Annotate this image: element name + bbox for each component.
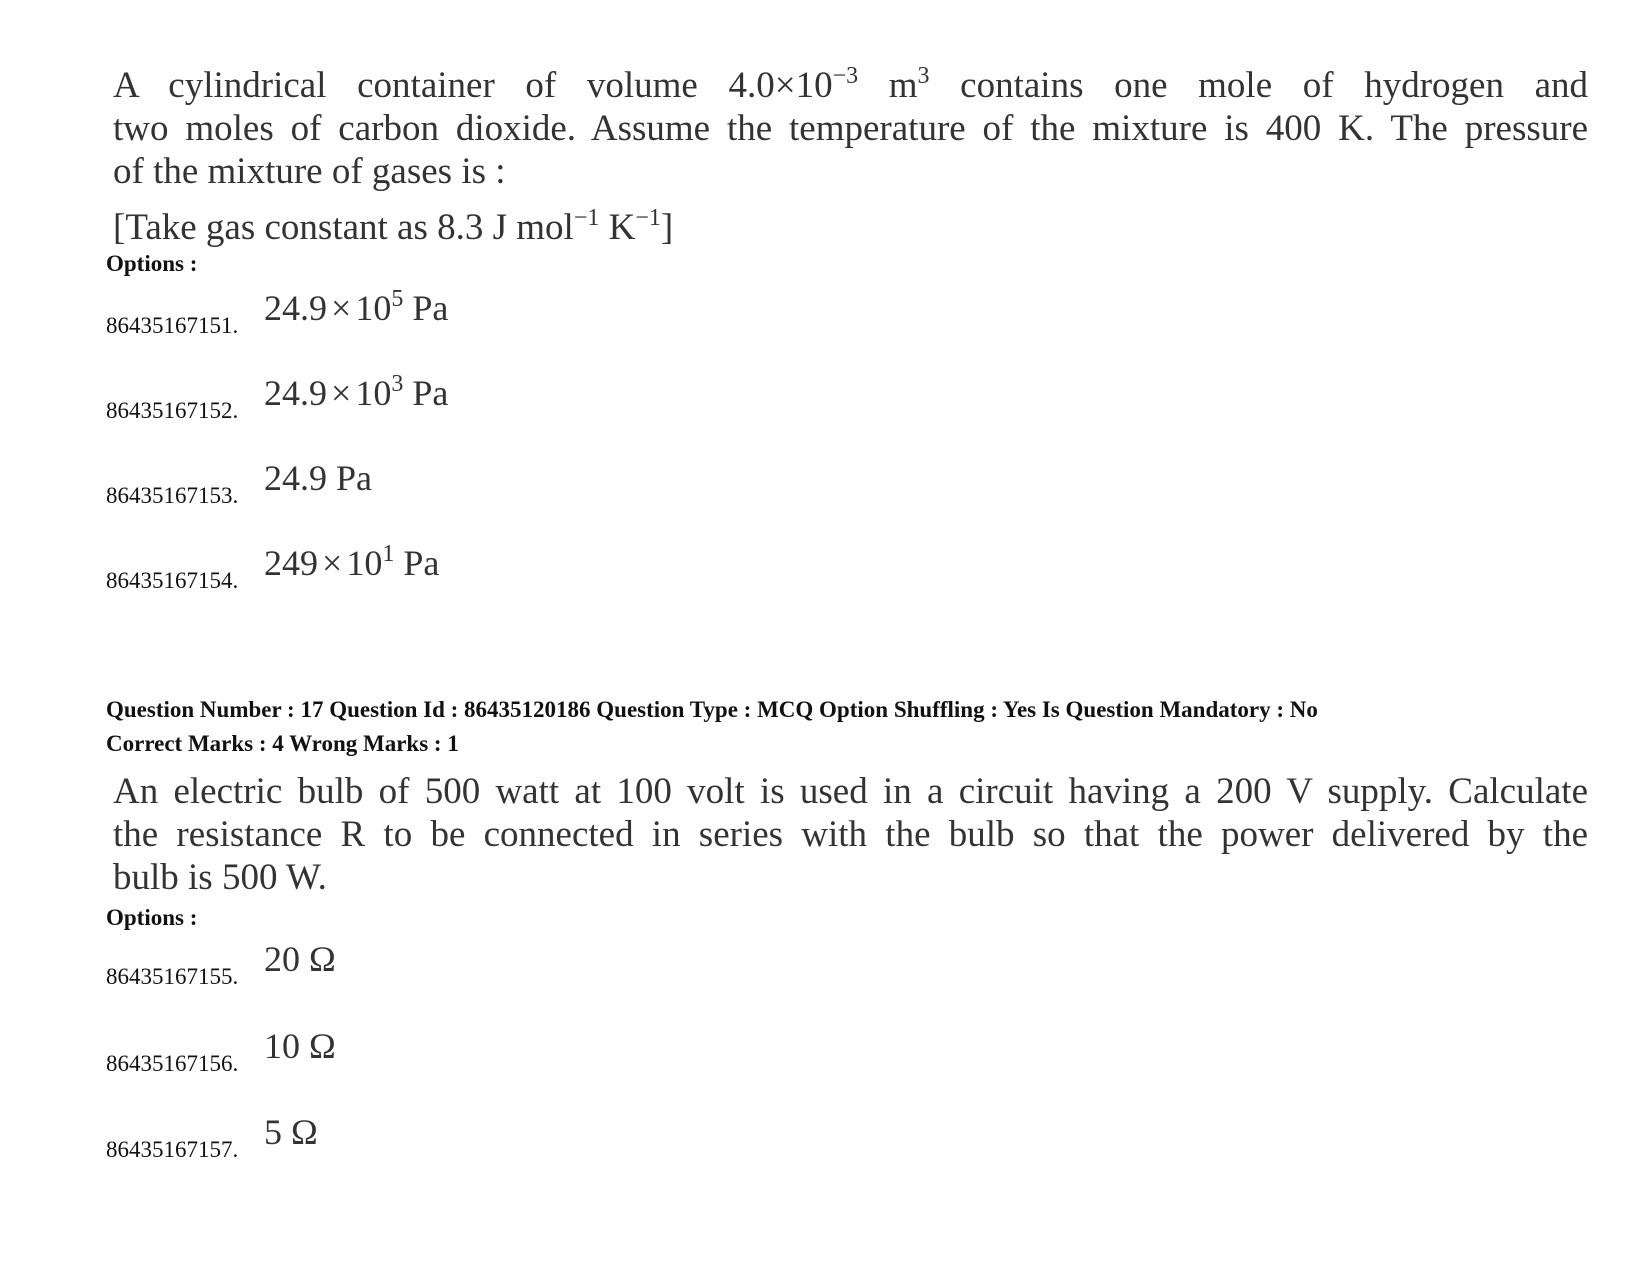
- option-item[interactable]: [106, 1017, 806, 1077]
- question-16-text: [113, 64, 1588, 193]
- question-17-line-3: bulb is 500 W.: [113, 857, 327, 898]
- option-value: 5 Ω: [264, 1112, 318, 1152]
- option-item[interactable]: [106, 930, 806, 990]
- question-17-line-2: the resistance R to be connected in series with the bulb so that the power delivered by the: [113, 814, 1588, 855]
- option-id: 86435167157.: [106, 1137, 239, 1162]
- option-id: 86435167152.: [106, 398, 239, 423]
- option-item[interactable]: [106, 364, 806, 424]
- option-value: 24.9 Pa: [264, 458, 372, 498]
- option-id: 86435167155.: [106, 964, 239, 989]
- question-17-line-1: An electric bulb of 500 watt at 100 volt is used in a circuit having a 200 V supply. Calculate: [113, 771, 1588, 812]
- option-item[interactable]: [106, 449, 806, 509]
- option-value: 10 Ω: [264, 1026, 336, 1066]
- question-16-line-1: A cylindrical container of volume $4.0\times 10^{-3}$ $m^3$ contains one mole of hydrogen and: [113, 63, 1588, 106]
- option-value: $249 \times 10^1$ Pa: [264, 541, 440, 583]
- option-id: 86435167151.: [106, 313, 239, 338]
- option-id: 86435167154.: [106, 568, 239, 593]
- option-item[interactable]: [106, 1103, 806, 1163]
- option-item[interactable]: [106, 279, 806, 339]
- option-id: 86435167153.: [106, 483, 239, 508]
- question-16-line-2: two moles of carbon dioxide. Assume the temperature of the mixture is 400 K. The pressure: [113, 108, 1588, 149]
- question-17-marks: Correct Marks : 4 Wrong Marks : 1: [106, 731, 459, 756]
- question-16-given: [Take gas constant as 8.3 J mol$^{-1}$ $K^{-1}$]: [113, 205, 674, 248]
- question-17-meta: Question Number : 17 Question Id : 86435120186 Question Type : MCQ Option Shuffling : Yes Is Question Mandatory : No: [106, 697, 1318, 722]
- option-item[interactable]: [106, 534, 806, 594]
- question-17-text: [113, 770, 1588, 899]
- option-value: $24.9 \times 10^3$ Pa: [264, 371, 449, 413]
- question-16-line-3: of the mixture of gases is :: [113, 151, 506, 192]
- options-label: Options :: [106, 905, 198, 930]
- option-value: $24.9 \times 10^5$ Pa: [264, 286, 449, 328]
- options-label: Options :: [106, 251, 198, 276]
- option-value: 20 Ω: [264, 939, 336, 979]
- option-id: 86435167156.: [106, 1051, 239, 1076]
